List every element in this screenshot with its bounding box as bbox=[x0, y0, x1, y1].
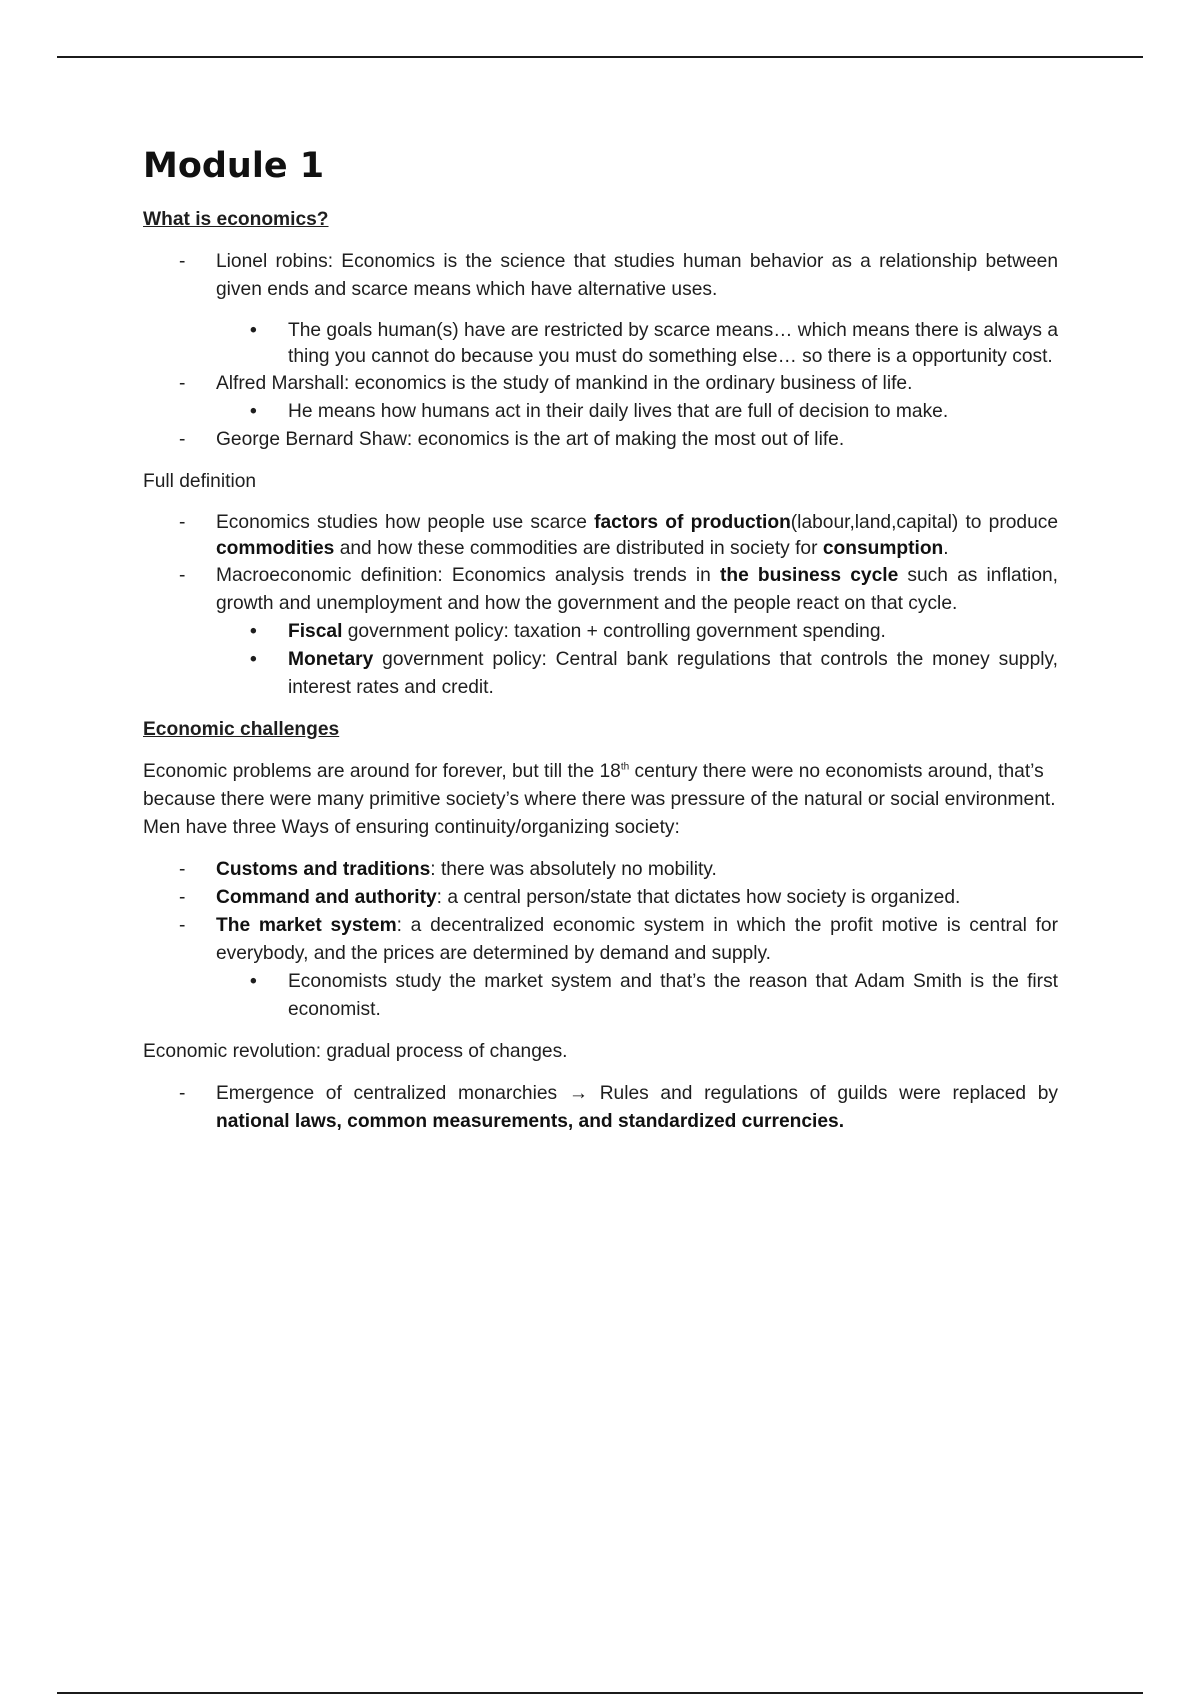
text-run: and how these commodities are distributed in society for bbox=[334, 538, 823, 559]
term-command-and-authority: Command and authority bbox=[216, 887, 437, 908]
footer-rule bbox=[57, 1692, 1143, 1694]
market-notes bbox=[216, 968, 1058, 1024]
list-item-market bbox=[143, 912, 1058, 1024]
term-customs-and-traditions: Customs and traditions bbox=[216, 859, 431, 880]
marshall-notes bbox=[216, 398, 1058, 426]
document-body bbox=[143, 132, 1058, 1150]
full-definition-list bbox=[143, 510, 1058, 702]
list-item-market-note bbox=[215, 968, 1058, 1024]
list-item-marshall bbox=[143, 370, 1058, 426]
term-national-laws: national laws, common measurements, and standardized currencies. bbox=[216, 1111, 845, 1132]
bullet-marker: • bbox=[250, 649, 257, 670]
challenges-paragraph bbox=[143, 758, 1058, 842]
bullet-marker: • bbox=[250, 971, 257, 992]
ordinal-suffix: th bbox=[620, 761, 630, 773]
bullet-marker: • bbox=[250, 621, 257, 642]
list-item-economics-studies bbox=[143, 510, 1058, 562]
term-fiscal: Fiscal bbox=[288, 621, 343, 642]
marshall-note-text: He means how humans act in their daily lives that are full of decision to make. bbox=[288, 401, 949, 422]
label-economic-revolution: Economic revolution: gradual process of changes. bbox=[143, 1041, 568, 1062]
dash-marker: - bbox=[179, 915, 186, 936]
bullet-marker: • bbox=[250, 320, 257, 341]
dash-marker: - bbox=[179, 887, 186, 908]
text-run: : a decentralized economic system in which the profit motive is central for everybody, and the prices are determined by demand and supply. bbox=[216, 915, 1058, 964]
text-run: Macroeconomic definition: Economics analysis trends in bbox=[216, 565, 720, 586]
list-item-shaw bbox=[143, 426, 1058, 454]
list-item-robbins-note bbox=[215, 318, 1058, 370]
text-run: : a central person/state that dictates how society is organized. bbox=[436, 887, 961, 908]
robbins-notes bbox=[216, 318, 1058, 370]
dash-marker: - bbox=[179, 373, 186, 394]
policy-notes bbox=[216, 618, 1058, 702]
text-run: : there was absolutely no mobility. bbox=[430, 859, 717, 880]
term-commodities: commodities bbox=[216, 538, 335, 559]
dash-marker: - bbox=[179, 512, 186, 533]
dash-marker: - bbox=[179, 251, 186, 272]
list-item-command bbox=[143, 884, 1058, 912]
text-run: such as inflation, growth and unemployment and how the government and the people react on that cycle. bbox=[216, 565, 1058, 614]
definitions-list bbox=[143, 248, 1058, 454]
header-rule bbox=[57, 56, 1143, 58]
dash-marker: - bbox=[179, 565, 186, 586]
robbins-note-text: The goals human(s) have are restricted by scarce means… which means there is always a thing you cannot do because you must do something else… so there is a opportunity cost. bbox=[288, 320, 1058, 367]
shaw-definition: George Bernard Shaw: economics is the art of making the most out of life. bbox=[216, 429, 845, 450]
page-title: Module 1 bbox=[143, 146, 325, 186]
list-item-monetary bbox=[215, 646, 1058, 702]
revolution-list bbox=[143, 1080, 1058, 1136]
list-item-fiscal bbox=[215, 618, 1058, 646]
text-run: government policy: Central bank regulations that controls the money supply, interest rates and credit. bbox=[288, 649, 1058, 698]
text-run: Economic problems are around for forever, but till the 18 bbox=[143, 761, 621, 782]
market-note-text: Economists study the market system and that’s the reason that Adam Smith is the first economist. bbox=[288, 971, 1058, 1020]
term-factors-of-production: factors of production bbox=[594, 512, 791, 533]
list-item-marshall-note bbox=[215, 398, 1058, 426]
marshall-definition: Alfred Marshall: economics is the study of mankind in the ordinary business of life. bbox=[216, 373, 913, 394]
text-run: government policy: taxation + controlling government spending. bbox=[342, 621, 886, 642]
arrow-icon: → bbox=[568, 1083, 589, 1104]
text-run: Emergence of centralized monarchies bbox=[216, 1083, 569, 1104]
text-run: Rules and regulations of guilds were replaced by bbox=[588, 1083, 1058, 1104]
heading-economic-challenges: Economic challenges bbox=[143, 719, 340, 740]
dash-marker: - bbox=[179, 859, 186, 880]
dash-marker: - bbox=[179, 429, 186, 450]
text-run: . bbox=[943, 538, 949, 559]
list-item-monarchies bbox=[143, 1080, 1058, 1136]
dash-marker: - bbox=[179, 1083, 186, 1104]
term-monetary: Monetary bbox=[288, 649, 374, 670]
text-run: (labour,land,capital) to produce bbox=[790, 512, 1058, 533]
list-item-customs bbox=[143, 856, 1058, 884]
term-market-system: The market system bbox=[216, 915, 397, 936]
heading-what-is-economics: What is economics? bbox=[143, 209, 329, 230]
term-business-cycle: the business cycle bbox=[719, 565, 899, 586]
ways-list bbox=[143, 856, 1058, 1024]
bullet-marker: • bbox=[250, 401, 257, 422]
term-consumption: consumption bbox=[822, 538, 944, 559]
robbins-definition: Lionel robins: Economics is the science that studies human behavior as a relationship between given ends and scarce means which have alternative uses. bbox=[216, 251, 1058, 300]
list-item-robbins bbox=[143, 248, 1058, 370]
list-item-macroeconomic bbox=[143, 562, 1058, 702]
text-run: century there were no economists around, that’s because there were many primitive society’s where there was pressure of the natural or social environment. Men have three Ways of ensuring continuity/organizing society: bbox=[143, 761, 1056, 838]
text-run: Economics studies how people use scarce bbox=[216, 512, 595, 533]
label-full-definition: Full definition bbox=[143, 471, 257, 492]
